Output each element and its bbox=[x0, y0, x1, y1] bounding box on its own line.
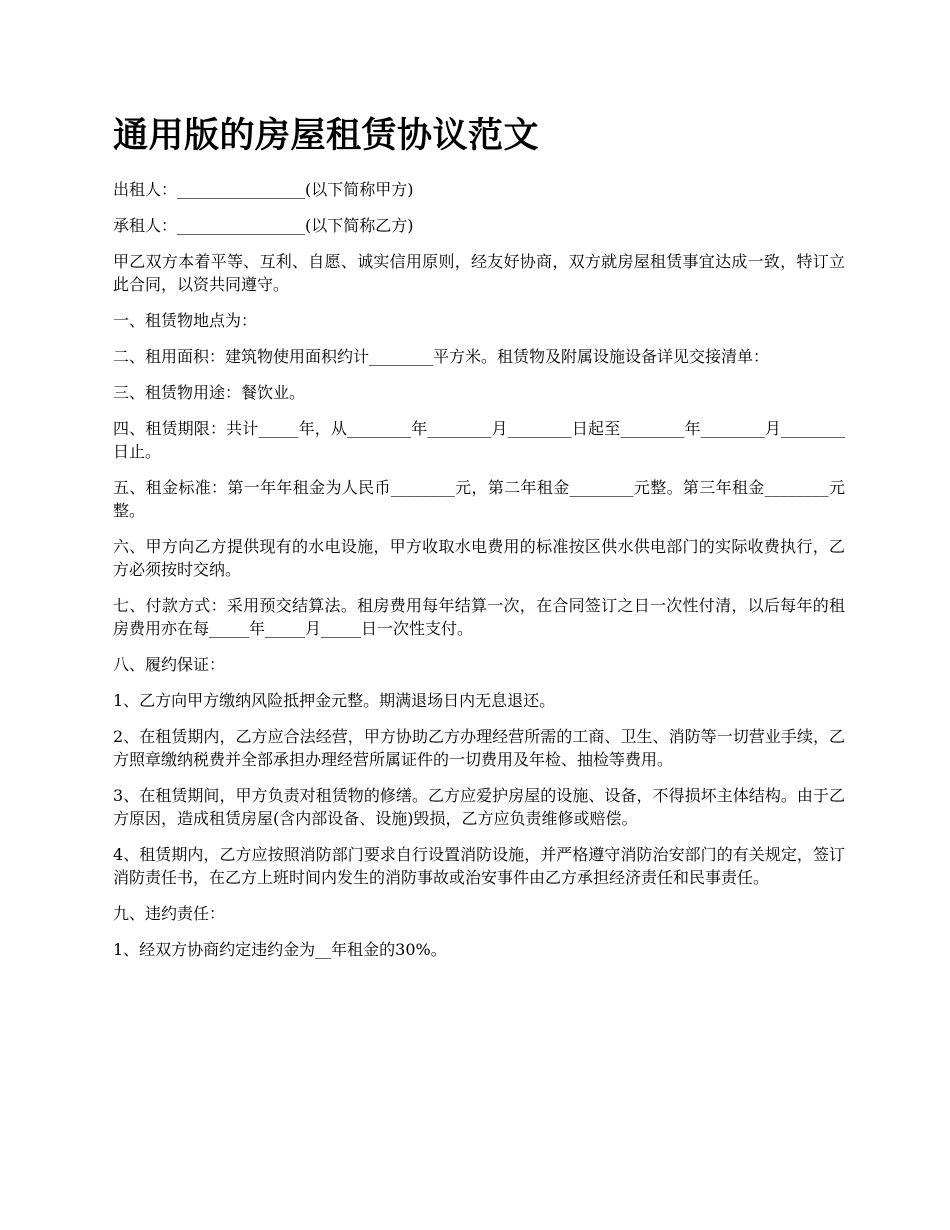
preamble-paragraph: 甲乙双方本着平等、互利、自愿、诚实信用原则，经友好协商，双方就房屋租赁事宜达成一致，特订立此合同，以资共同遵守。 bbox=[113, 252, 845, 294]
clause-8-item-4: 4、租赁期内，乙方应按照消防部门要求自行设置消防设施，并严格遵守消防治安部门的有关规定，签订消防责任书，在乙方上班时间内发生的消防事故或治安事件由乙方承担经济责任和民事责任。 bbox=[113, 845, 845, 887]
document-page bbox=[113, 108, 845, 974]
document-title: 通用版的房屋租赁协议范文 bbox=[113, 115, 540, 156]
lessee-line: 承租人：________________(以下简称乙方) bbox=[113, 216, 414, 235]
clause-1-location: 一、租赁物地点为： bbox=[113, 311, 258, 330]
clause-7-payment: 七、付款方式：采用预交结算法。租房费用每年结算一次，在合同签订之日一次性付清，以后每年的租房费用亦在每_____年_____月_____日一次性支付。 bbox=[113, 596, 845, 638]
clause-2-area: 二、租用面积：建筑物使用面积约计________平方米。租赁物及附属设施设备详见交接清单： bbox=[113, 347, 770, 366]
clause-9-heading: 九、违约责任： bbox=[113, 904, 226, 923]
lessor-line: 出租人：________________(以下简称甲方) bbox=[113, 180, 414, 199]
clause-8-item-2: 2、在租赁期内，乙方应合法经营，甲方协助乙方办理经营所需的工商、卫生、消防等一切营业手续，乙方照章缴纳税费并全部承担办理经营所属证件的一切费用及年检、抽检等费用。 bbox=[113, 727, 845, 769]
clause-8-item-3: 3、在租赁期间，甲方负责对租赁物的修缮。乙方应爱护房屋的设施、设备，不得损坏主体结构。由于乙方原因，造成租赁房屋(含内部设备、设施)毁损，乙方应负责维修或赔偿。 bbox=[113, 786, 845, 828]
clause-8-item-1: 1、乙方向甲方缴纳风险抵押金元整。期满退场日内无息退还。 bbox=[113, 691, 556, 710]
clause-3-usage: 三、租赁物用途：餐饮业。 bbox=[113, 383, 306, 402]
clause-9-item-1: 1、经双方协商约定违约金为__年租金的30%。 bbox=[113, 940, 447, 959]
clause-8-heading: 八、履约保证： bbox=[113, 655, 226, 674]
clause-5-rent: 五、租金标准：第一年年租金为人民币________元，第二年租金________元整。第三年租金________元整。 bbox=[113, 478, 845, 520]
clause-4-term: 四、租赁期限：共计_____年，从________年________月________日起至________年________月________日止。 bbox=[113, 419, 845, 461]
clause-6-utilities: 六、甲方向乙方提供现有的水电设施，甲方收取水电费用的标准按区供水供电部门的实际收费执行，乙方必须按时交纳。 bbox=[113, 537, 845, 579]
